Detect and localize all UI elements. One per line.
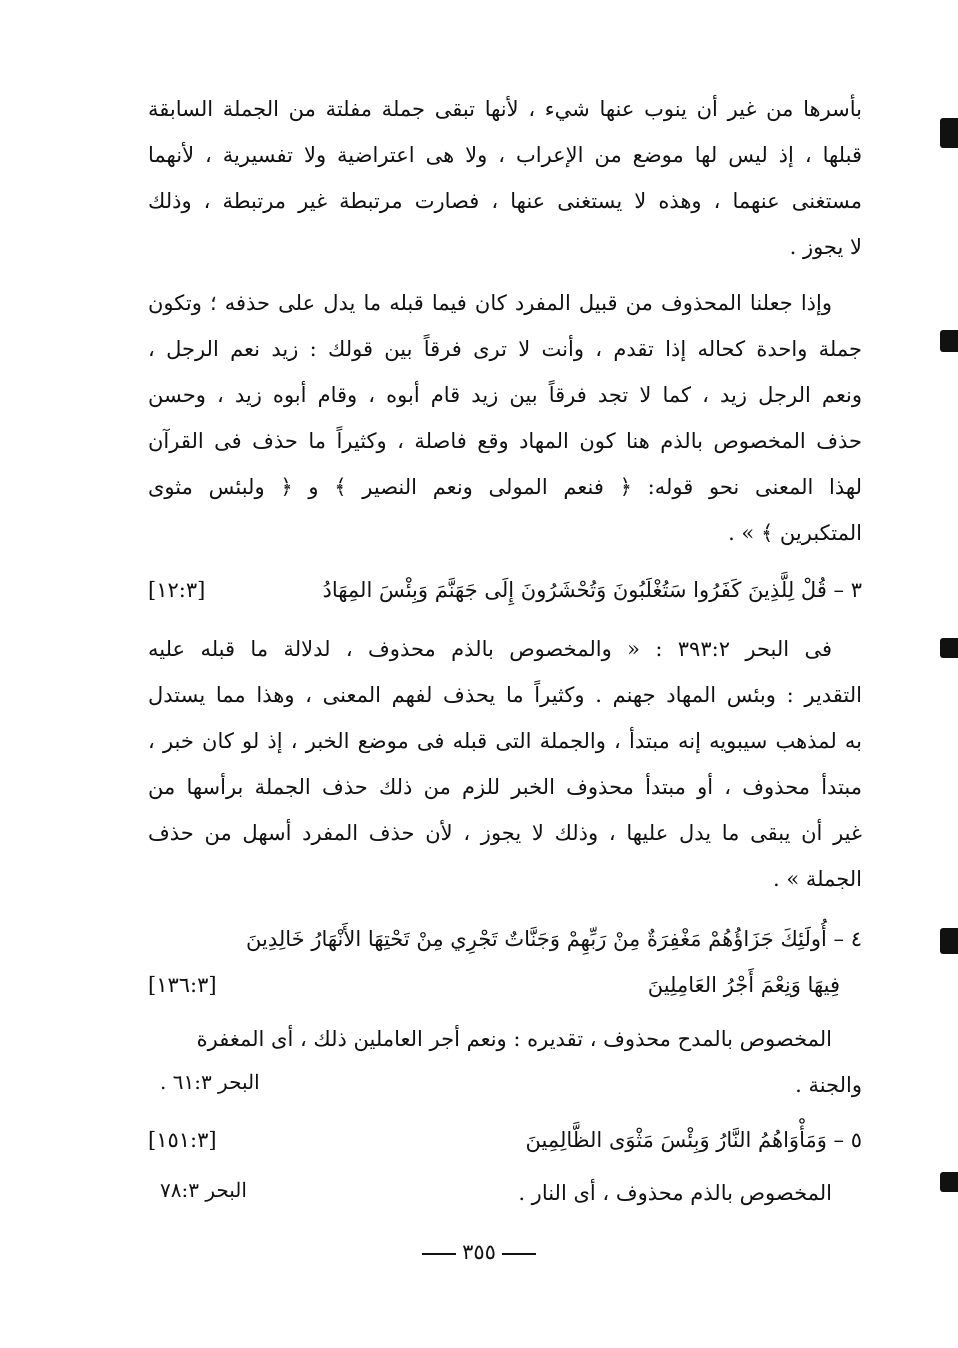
text-line: المخصوص بالمدح محذوف ، تقديره : ونعم أجر العاملين ذلك ، أى المغفرة [196,1027,832,1051]
verse-reference: [١٣٦:٣] [148,973,217,997]
text-line: التقدير : وبئس المهاد جهنم . وكثيراً ما يحذف لفهم المعنى ، وهذا مما يستدل [148,683,862,707]
source-citation: البحر ٧٨:٣ [160,1178,247,1202]
text-line: حذف المخصوص بالذم هنا كون المهاد وقع فاصلة ، وكثيراً ما حذف فى القرآن [148,429,862,453]
verse-5 [148,1117,862,1163]
scan-mark [940,928,958,954]
verse-text: فِيهَا وَنِعْمَ أَجْرُ العَامِلِينَ [647,973,840,997]
scan-mark [940,1172,958,1192]
text-line: به لمذهب سيبويه إنه مبتدأ ، والجملة التى قبله فى موضع الخبر ، إذ لو كان خبر ، [148,729,862,753]
verse-text: ٣ – قُلْ لِلَّذِينَ كَفَرُوا سَتُغْلَبُونَ وَتُحْشَرُونَ إِلَى جَهَنَّمَ وَبِئْسَ المِهَادُ [322,578,862,602]
paragraph-3 [148,626,862,902]
verse-reference: [١٢:٣] [148,578,206,602]
scan-mark [940,118,958,148]
text-line: ونعم الرجل زيد ، كما لا تجد فرقاً بين زيد قام أبوه ، وقام أبوه زيد ، وحسن [148,383,862,407]
text-line: فى البحر ٣٩٣:٢ : « والمخصوص بالذم محذوف ، لدلالة ما قبله عليه [148,637,832,661]
paragraph-1 [148,86,862,270]
dash-left [502,1253,536,1255]
text-line: لهذا المعنى نحو قوله: ﴿ فنعم المولى ونعم النصير ﴾ و ﴿ ولبئس مثوى [148,475,862,499]
text-line: المتكبرين ﴾ » . [728,521,862,545]
text-line: والجنة . [795,1073,862,1097]
text-line: المخصوص بالذم محذوف ، أى النار . [518,1181,832,1205]
text-line: بأسرها من غير أن ينوب عنها شيء ، لأنها تبقى جملة مفلتة من الجملة السابقة [148,97,862,121]
paragraph-5 [148,1170,862,1216]
text-line: مستغنى عنهما ، وهذه لا يستغنى عنها ، فصارت مرتبطة غير مرتبطة ، وذلك [148,189,862,213]
dash-right [422,1253,456,1255]
paragraph-4 [148,1016,862,1108]
text-line: غير أن يبقى ما يدل عليها ، وذلك لا يجوز ، لأن حذف المفرد أسهل من حذف [148,821,862,845]
verse-reference: [١٥١:٣] [148,1128,217,1152]
page-number [0,1240,958,1264]
paragraph-2 [148,280,862,556]
verse-text: ٤ – أُولَئِكَ جَزَاؤُهُمْ مَغْفِرَةٌ مِنْ رَبِّهِمْ وَجَنَّاتٌ تَجْرِي مِنْ تَحْتِهَا الأَنْهَارُ خَالِدِينَ [246,927,862,951]
text-line: الجملة » . [772,867,862,891]
page-number-text: ٣٥٥ [462,1240,496,1264]
verse-3 [148,567,862,613]
scan-mark [940,330,958,352]
text-line: قبلها ، إذ ليس لها موضع من الإعراب ، ولا هى اعتراضية ولا تفسيرية ، لأنهما [148,143,862,167]
verse-text: ٥ – وَمَأْوَاهُمُ النَّارُ وَبِئْسَ مَثْوَى الظَّالِمِينَ [525,1128,862,1152]
text-line: لا يجوز . [789,235,862,259]
verse-4 [148,916,862,1008]
text-line: جملة واحدة كحاله إذا تقدم ، وأنت لا ترى فرقاً بين قولك : زيد نعم الرجل ، [148,337,862,361]
source-citation: البحر ٦١:٣ . [160,1070,260,1094]
text-line: وإذا جعلنا المحذوف من قبيل المفرد كان فيما قبله ما يدل على حذفه ؛ وتكون [148,291,832,315]
scan-mark [940,638,958,658]
text-line: مبتدأ محذوف ، أو مبتدأ محذوف الخبر للزم من ذلك حذف الجملة برأسها من [148,775,862,799]
